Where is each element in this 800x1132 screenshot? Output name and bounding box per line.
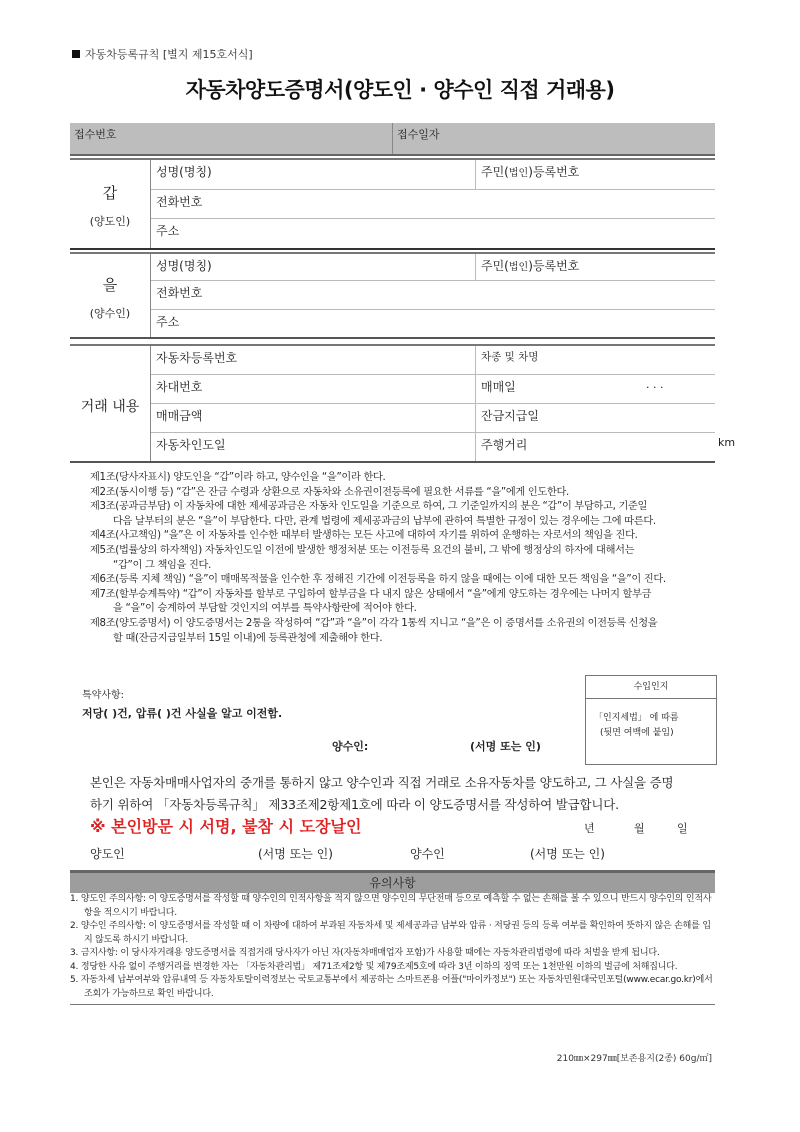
stamp-header: 수입인지 (586, 676, 716, 699)
transaction-label: 거래 내용 (80, 399, 140, 415)
article-continuation: 할 때(잔금지급일부터 15일 이내)에 등록관청에 제출해야 한다. (113, 632, 383, 644)
seller-section (70, 158, 715, 250)
mileage-unit: km (718, 436, 736, 449)
receipt-date-label: 접수일자 (397, 128, 440, 141)
notice-item: 5. 자동차세 납부여부와 압류내역 등 자동차토탈이력정보는 국토교통부에서 제공하는 스마트폰용 어플("마이카정보") 또는 자동차민원대국민포털(www.ecar.go.kr)에서 조회가 가능하므로 확인 바랍니다. (70, 975, 713, 999)
article-continuation: “갑”이 그 책임을 진다. (113, 559, 212, 571)
seller-phone-row[interactable] (151, 190, 715, 219)
article-text: 제1조(당사자표시) 양도인을 “갑”이라 하고, 양수인을 “을”이라 한다. (90, 472, 386, 483)
buyer-name-row[interactable] (151, 254, 715, 281)
seller-address-row[interactable] (151, 219, 715, 248)
article-continuation: 을 “을”이 승계하여 부담할 것인지의 여부를 특약사항란에 적어야 한다. (113, 603, 417, 615)
article (90, 588, 720, 603)
seller-id-label (481, 163, 579, 180)
transaction-section (70, 344, 736, 463)
notice-item: 1. 양도인 주의사항: 이 양도증명서를 작성할 때 양수인의 인적사항을 적지 않으면 양수인의 무단전매 등으로 예측할 수 없는 손해를 볼 수 있으니 반드시 양수인의 인적사항을 적으시기 바랍니다. (70, 894, 712, 918)
id-label-part: )등록번호 (528, 259, 580, 273)
id-label-part: 주민( (481, 165, 509, 179)
buyer-mark: 을 (102, 276, 118, 294)
paper-spec: 210㎜×297㎜[보존용지(2종) 60g/㎡] (556, 1054, 712, 1064)
buyer-side-label (70, 254, 151, 337)
declaration (90, 772, 720, 816)
special-buyer-signature[interactable]: (서명 또는 인) (470, 740, 541, 753)
notice-item: 4. 정당한 사유 없이 주행거리를 변경한 자는 「자동차관리법」 제71조제2항 및 제79조제5호에 따라 3년 이하의 징역 또는 1천만원 이하의 벌금에 처해집니다. (70, 961, 678, 972)
divider (475, 160, 476, 189)
date-month: 월 (634, 822, 645, 835)
revenue-stamp-box (585, 675, 717, 765)
buyer-phone-row[interactable] (151, 281, 715, 310)
article-continuation: 다음 날부터의 분은 “을”이 부담한다. 다만, 관계 법령에 제세공과금의 납부에 관하여 특별한 규정이 있는 경우에는 그에 따른다. (113, 515, 656, 527)
mileage-label: 주행거리 (481, 438, 528, 452)
seller-signature[interactable]: (서명 또는 인) (258, 847, 333, 861)
page-title: 자동차양도증명서(양도인 · 양수인 직접 거래용) (185, 78, 615, 102)
notice-item: 3. 금지사항: 이 당사자거래용 양도증명서를 직접거래 당사자가 아닌 자(자동차매매업자 포함)가 사용할 때에는 자동차관리법령에 따라 처벌을 받게 됩니다. (70, 948, 660, 958)
form-reference (72, 46, 253, 62)
id-label-part: )등록번호 (528, 165, 580, 179)
id-label-part: 주민( (481, 259, 509, 273)
divider (475, 346, 476, 374)
balance-payment-date-label: 잔금지급일 (481, 409, 539, 423)
seller-name-label: 성명(명칭) (156, 165, 212, 179)
buyer-section (70, 252, 715, 339)
article-text: 제3조(공과금부담) 이 자동차에 대한 제세공과금은 자동차 인도일을 기준으로 하여, 그 기준일까지의 분은 “갑”이 부담하고, 기준일 (90, 501, 648, 513)
seller-mark: 갑 (102, 184, 118, 202)
date-day: 일 (677, 822, 688, 835)
divider (475, 254, 476, 280)
article (90, 573, 720, 588)
declaration-line: 본인은 자동차매매사업자의 중개를 통하지 않고 양수인과 직접 거래로 소유자동차를 양도하고, 그 사실을 증명 (90, 775, 674, 790)
stamp-line: (뒷면 여백에 붙임) (600, 728, 674, 738)
declaration-line: 하기 위하여 「자동차등록규칙」 제33조제2항제1호에 따라 이 양도증명서를 작성하여 발급합니다. (90, 797, 619, 812)
article (90, 471, 720, 486)
seller-address-label: 주소 (156, 224, 180, 238)
notices-title: 유의사항 (70, 870, 715, 893)
seller-side-label (70, 160, 151, 248)
buyer-phone-label: 전화번호 (156, 286, 203, 300)
article-text: 제8조(양도증명서) 이 양도증명서는 2통을 작성하여 “갑”과 “을”이 각각 1통씩 지니고 “을”은 이 증명서를 소유권의 이전등록 신청을 (90, 617, 658, 629)
stamp-line: 「인지세법」 에 따름 (594, 713, 679, 723)
transaction-row[interactable] (151, 433, 736, 461)
article (90, 500, 720, 515)
buyer-name-label: 성명(명칭) (156, 259, 212, 273)
notices-list (70, 893, 715, 1005)
vehicle-type-label: 차종 및 차명 (481, 351, 539, 363)
id-label-part: 법인 (508, 168, 529, 179)
seller-name-row[interactable] (151, 160, 715, 190)
seller-phone-label: 전화번호 (156, 195, 203, 209)
signature-warning: ※ 본인방문 시 서명, 불참 시 도장날인 (90, 817, 362, 836)
buyer-address-label: 주소 (156, 315, 180, 329)
square-bullet-icon (72, 50, 80, 58)
article (90, 617, 720, 632)
contract-articles (90, 471, 720, 646)
article-text: 제6조(등록 지체 책임) “을”이 매매목적물을 인수한 후 정해진 기간에 이전등록을 하지 않을 때에는 이에 대한 모든 책임을 “을”이 진다. (90, 574, 666, 586)
form-reference-text: 자동차등록규칙 [별지 제15호서식] (85, 48, 253, 61)
sale-date-label: 매매일 (481, 380, 516, 394)
sale-amount-label: 매매금액 (156, 409, 203, 423)
seller-role: (양도인) (89, 215, 131, 228)
delivery-date-label: 자동차인도일 (156, 438, 226, 452)
article (90, 529, 720, 544)
divider (392, 123, 393, 154)
article-text: 제4조(사고책임) “을”은 이 자동차를 인수한 때부터 발생하는 모든 사고에 대하여 자기를 위하여 운행하는 자로서의 책임을 진다. (90, 530, 638, 542)
divider (475, 375, 476, 403)
article-text: 제7조(할부승계특약) “갑”이 자동차를 할부로 구입하여 할부금을 다 내지 않은 상태에서 “을”에게 양도하는 경우에는 나머지 할부금 (90, 588, 652, 600)
buyer-sign-label: 양수인 (410, 847, 445, 861)
receipt-number-label: 접수번호 (74, 128, 117, 141)
buyer-signature[interactable]: (서명 또는 인) (530, 847, 605, 861)
buyer-id-label (481, 257, 579, 274)
buyer-role: (양수인) (89, 307, 131, 320)
divider (475, 404, 476, 432)
transaction-row[interactable] (151, 404, 715, 433)
date-year: 년 (584, 822, 595, 835)
transaction-side-label (70, 346, 151, 461)
receipt-header (70, 123, 715, 156)
sale-date-dots: . . . (646, 378, 664, 391)
vin-label: 차대번호 (156, 380, 203, 394)
seller-sign-label: 양도인 (90, 847, 125, 861)
article-text: 제5조(법률상의 하자책임) 자동차인도일 이전에 발생한 행정처분 또는 이전등록 요건의 불비, 그 밖에 행정상의 하자에 대해서는 (90, 544, 635, 556)
buyer-address-row[interactable] (151, 310, 715, 337)
article (90, 544, 720, 559)
special-terms-text[interactable]: 저당( )건, 압류( )건 사실을 알고 이전함. (82, 707, 283, 720)
divider (475, 433, 476, 461)
stamp-body (586, 699, 716, 741)
article-text: 제2조(동시이행 등) “갑”은 잔금 수령과 상환으로 자동차와 소유권이전등록에 필요한 서류를 “을”에게 인도한다. (90, 486, 569, 498)
transaction-row[interactable] (151, 346, 715, 375)
id-label-part: 법인 (508, 262, 529, 273)
notice-item: 2. 양수인 주의사항: 이 양도증명서를 작성할 때 이 차량에 대하여 부과된 자동차세 및 제세공과금 납부와 압류 · 저당권 등의 등록 여부를 확인하여 뜻하지 않은 손해를 입지 않도록 하시기 바랍니다. (70, 921, 711, 945)
vehicle-reg-number-label: 자동차등록번호 (156, 351, 238, 365)
transaction-row[interactable] (151, 375, 715, 404)
special-terms-label: 특약사항: (82, 690, 125, 701)
article (90, 486, 720, 501)
special-buyer-label: 양수인: (332, 740, 369, 753)
